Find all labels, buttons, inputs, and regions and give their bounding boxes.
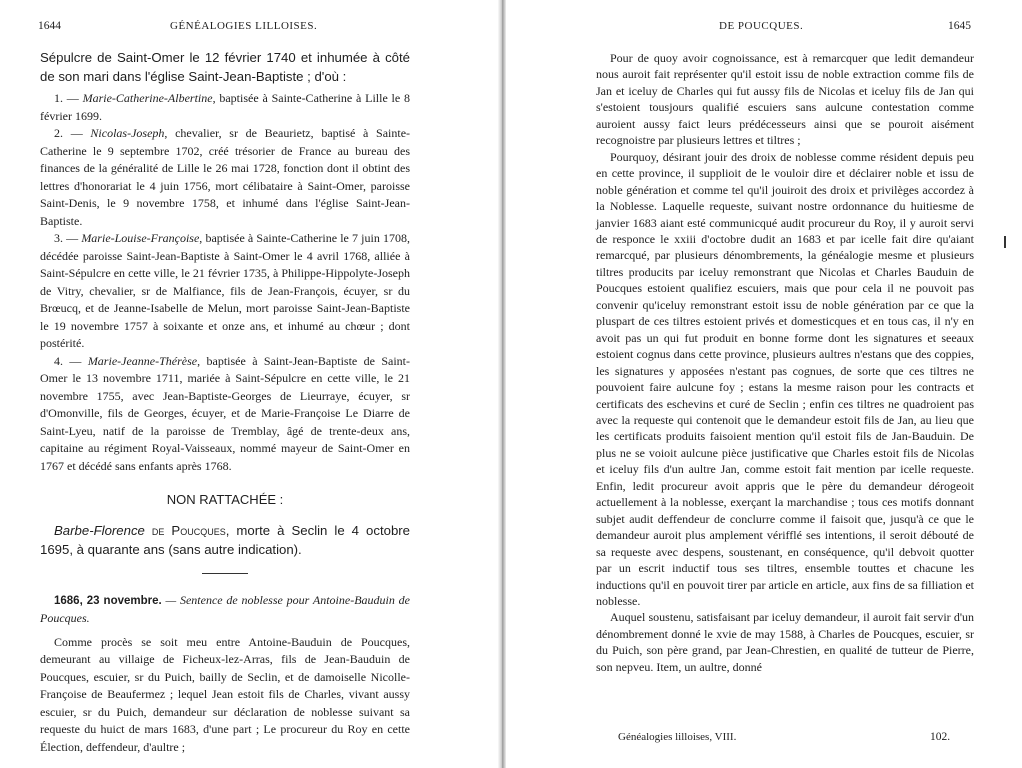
right-page-text (596, 50, 974, 675)
left-page-number: 1644 (38, 20, 61, 32)
act-title: — Sentence de noblesse pour Antoine-Bauduin de Poucques. (40, 592, 410, 625)
act-date: 1686, 23 novembre. (54, 594, 162, 607)
item-text: , baptisée à Sainte-Catherine à Lille le 8 février 1699. (40, 91, 411, 123)
item-number: 1. — (54, 91, 79, 105)
right-running-head: DE POUCQUES. (719, 20, 804, 32)
left-running-head: GÉNÉALOGIES LILLOISES. (170, 20, 318, 32)
item-name: Marie-Catherine-Albertine (82, 91, 213, 105)
item-number: 2. — (54, 126, 83, 140)
margin-mark (1004, 236, 1006, 248)
unattached-entry (40, 521, 410, 559)
paragraph: Auquel soustenu, satisfaisant par iceluy demandeur, il auroit fait servir d'un dénombrement donné le xvie de may 1588, à Charles de Poucques, escuier, sr du Puich, son père grand, par Jean-Chrestien, en qualité de tutteur de Pierre, son nepveu. Item, un aultre, donné (596, 610, 974, 674)
unattached-text: , morte à Seclin le 4 octobre 1695, à quarante ans (sans autre indication). (40, 522, 411, 557)
item-text: , baptisée à Sainte-Catherine le 7 juin 1708, décédée paroisse Saint-Jean-Baptiste à Saint-Omer le 4 avril 1768, alliée à Saint-Sépulcre en cette ville, le 21 février 1735, à Philippe-Hippolyte-Joseph de Vitry, chevalier, sr de Malfiance, fils de Jean-François, écuyer, sr du Brœucq, et de Jeanne-Isabelle de Melun, mort paroisse Saint-Jean-Baptiste le 19 novembre 1757 à soixante et onze ans, et inhumé au chœur ; dont postérité. (40, 231, 410, 350)
item-number: 4. — (54, 353, 82, 368)
right-page-number: 1645 (948, 20, 971, 32)
list-item (40, 90, 410, 125)
list-item (40, 125, 410, 230)
footer-title: Généalogies lilloises, VIII. (618, 731, 737, 743)
list-item (40, 353, 410, 476)
list-item (40, 230, 410, 353)
unattached-name: Barbe-Florence (54, 522, 145, 538)
paragraph: Pour de quoy avoir cognoissance, est à remarcquer que ledit demandeur nous auroit fait représenter qu'il estoit issu de noble extraction comme fils de Jan et iceluy de Charles qui fut aussy fils de Nicolas et iceluy fils de Jan qui s'estoient tousjours qualifié escuiers sans aulcune contestation comme auroient aussy faict leurs prédécesseurs ainsi que se pouroit aisément recognoistre par plusieurs lettres et tiltres ; (596, 51, 974, 148)
item-name: Marie-Jeanne-Thérèse (87, 353, 198, 368)
act-body: Comme procès se soit meu entre Antoine-Bauduin de Poucques, demeurant au villaige de Ficheux-lez-Arras, fils de Jean-Bauduin de Poucques, escuier, sr du Puich, bailly de Seclin, et de damoiselle Nicolle-Françoise de Beaufermez ; lequel Jean estoit fils de Charles, vivant aussy escuier, sr du Puich, demandeur sur déclaration de noblesse suivant sa requeste du huict de mars 1683, d'une part ; Le procureur du Roy en cette Élection, deffendeur, d'aultre ; (40, 634, 410, 754)
unattached-particle: de Poucques (151, 522, 226, 538)
left-page-text (40, 48, 410, 756)
item-name: Nicolas-Joseph (90, 126, 165, 140)
intro-paragraph: Sépulcre de Saint-Omer le 12 février 1740 et inhumée à côté de son mari dans l'église Saint-Jean-Baptiste ; d'où : (40, 50, 410, 84)
item-text: , baptisée à Saint-Jean-Baptiste de Saint-Omer le 13 novembre 1711, mariée à Saint-Sépulcre en cette ville, le 21 novembre 1755, avec Jean-Baptiste-Georges de Lieurraye, écuyer, sr d'Omonville, fils de Georges, écuyer, et de Marie-Françoise Le Diarre de Saint-Lyeu, natif de la paroisse de Tremblay, âgé de trente-deux ans, capitaine au régiment Royal-Vaisseaux, nommé mayeur de Saint-Omer en 1767 et décédé sans enfants après 1768. (40, 353, 411, 473)
divider (202, 573, 248, 574)
item-number: 3. — (54, 231, 79, 245)
section-heading: NON RATTACHÉE : (166, 492, 284, 507)
item-name: Marie-Louise-Françoise (81, 231, 200, 245)
item-text: , chevalier, sr de Beaurietz, baptisé à Sainte-Catherine le 9 septembre 1702, créé trésorier de France au bureau des finances de la généralité de Lille le 26 mai 1728, fonction dont il obtint des lettres d'honorariat le 4 juin 1756, mort célibataire à Saint-Omer, paroisse Saint-Denis, le 9 novembre 1758, et inhumé dans l'église Saint-Jean-Baptiste. (40, 126, 411, 228)
paragraph: Pourquoy, désirant jouir des droix de noblesse comme résident depuis peu en cette province, il supplioit de le vouloir dire et déclairer noble et issu de noble génération et comme tel qu'il jouiroit des droix et privilèges accordez à la Noblesse. Laquelle requeste, suivant nostre ordonnance du huitiesme de janvier 1683 aiant esté communicqué audit procureur du Roy, il y auroit servi de responce le xxiii d'octobre dudit an 1683 et par icelle fait dire qu'aiant remarcqué, par plusieurs dénombrements, la généalogie mesme et plusieurs tiltres producits par iceluy remonstrant que Nicolas et Charles Bauduin de Poucques estoient qualifiez escuiers, mais que pour cela il ne pouvoit pas convenir qu'iceluy remonstrant estoit issu de noble génération par ce que la pluspart de ces tiltres estoient privés et domesticques et en tous cas, il n'y en avoit pas un qui fut produit en bonne forme dont les signatures et seeaux estoient cognus dans cette province, plusieurs aultres n'estans que des coppies, les signatures y apposées n'estant pas cognues, de sorte que ces tiltres ne pouvoient faire aulcune foy ; estans la mesme raison pour les contracts et certificats des eschevins et curé de Seclin ; enfin ces tiltres ne quadroient pas avec la requeste qui contenoit que le demandeur estoit fils de Jan, au lieu que les certificats produits faisoient mention qu'il estoit fils de Jan-Bauduin. De plus ne se voioit aulcune pièce justificative que Charles estoit fils de Nicolas et iceluy fils d'un aultre Jan, comme estoit fait mention par icelle requeste. Enfin, ledit procureur avoit appris que le père du demandeur dérogeoit actuellement à la noblesse, exerçant la marchandise ; tous ces motifs donnant subjet audit deffendeur de conclurre comme il faisoit que, jusqu'à ce que le demandeur auroit plus amplement vérifflé ses intentions, il seroit débouté de sa requeste avec despens, soustenant, en conséquence, qu'il debvoit quotter par un escrit inductif tous ses tiltres, ensemble touttes et chacune les inductions qu'il en pouvoit tirer par article en article, aux fins de sa filliation et noblesse. (596, 149, 974, 608)
act-header (40, 592, 410, 628)
footer-page-number: 102. (930, 731, 951, 743)
